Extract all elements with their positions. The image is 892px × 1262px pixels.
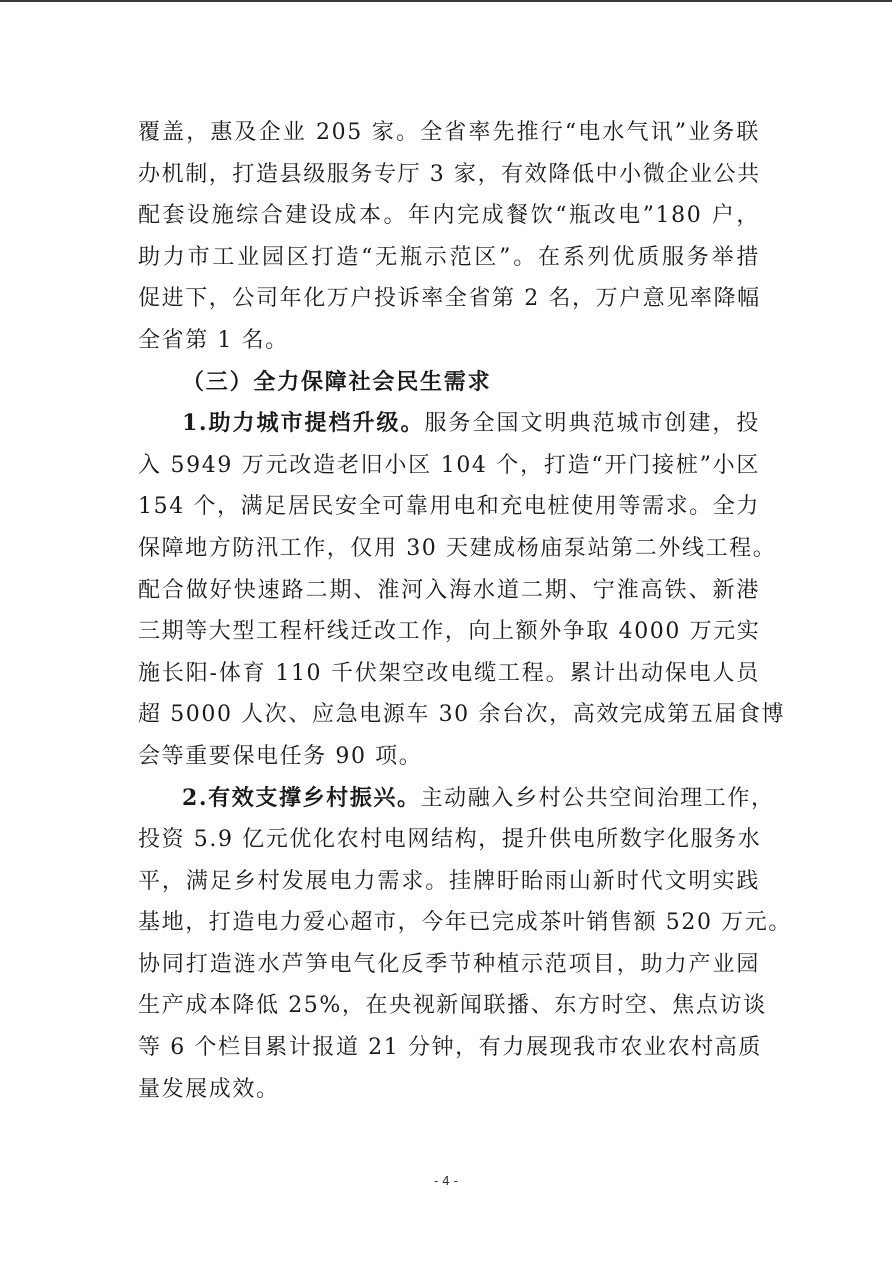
paragraph-line: 生产成本降低 25%，在央视新闻联播、东方时空、焦点访谈 (138, 993, 767, 1019)
paragraph-line: 等 6 个栏目累计报道 21 分钟，有力展现我市农业农村高质 (138, 1035, 762, 1061)
continuation-paragraph (138, 112, 760, 362)
paragraph-line: 三期等大型工程杆线迁改工作，向上额外争取 4000 万元实 (138, 619, 761, 645)
item2-paragraph (138, 778, 792, 1111)
paragraph-line: 154 个，满足居民安全可靠用电和充电桩使用等需求。全力 (138, 494, 760, 520)
paragraph-line: 投资 5.9 亿元优化农村电网结构，提升供电所数字化服务水 (138, 827, 762, 853)
item2-first-line-text: 主动融入乡村公共空间治理工作， (420, 785, 775, 811)
page-number: - 4 - (434, 1174, 458, 1188)
item1-paragraph (138, 403, 786, 777)
paragraph-line: 会等重要保电任务 90 项。 (138, 743, 423, 769)
paragraph-line: 助力市工业园区打造“无瓶示范区”。在系列优质服务举措 (138, 244, 760, 270)
item1-first-line-text: 服务全国文明典范城市创建，投 (424, 411, 760, 437)
paragraph-line: 配合做好快速路二期、淮河入海水道二期、宁淮高铁、新港 (138, 577, 760, 603)
paragraph-first-line (138, 403, 760, 445)
item2-lead: 2.有效支撑乡村振兴。 (182, 784, 421, 811)
paragraph-line: 配套设施综合建设成本。年内完成餐饮“瓶改电”180 户， (138, 203, 760, 229)
paragraph-line: 入 5949 万元改造老旧小区 104 个，打造“开门接桩”小区 (138, 452, 760, 478)
page-top-border (0, 0, 892, 2)
paragraph-line: 超 5000 人次、应急电源车 30 余台次，高效完成第五届食博 (138, 702, 786, 728)
paragraph-line: 覆盖，惠及企业 205 家。全省率先推行“电水气讯”业务联 (138, 120, 760, 145)
paragraph-line: 平，满足乡村发展电力需求。挂牌盱眙雨山新时代文明实践 (138, 868, 760, 894)
document-page (138, 112, 792, 1110)
paragraph-line: 办机制，打造县级服务专厅 3 家，有效降低中小微企业公共 (138, 161, 761, 187)
paragraph-line: 促进下，公司年化万户投诉率全省第 2 名，万户意见率降幅 (138, 286, 761, 312)
paragraph-line: 协同打造涟水芦笋电气化反季节种植示范项目，助力产业园 (138, 951, 760, 977)
section-heading: （三）全力保障社会民生需求 (182, 369, 492, 395)
paragraph-line: 量发展成效。 (138, 1076, 280, 1102)
paragraph-line: 全省第 1 名。 (138, 327, 289, 353)
item1-lead: 1.助力城市提档升级。 (182, 410, 425, 437)
paragraph-line: 基地，打造电力爱心超市，今年已完成茶叶销售额 520 万元。 (138, 910, 792, 936)
paragraph-line: 保障地方防汛工作，仅用 30 天建成杨庙泵站第二外线工程。 (138, 535, 777, 561)
paragraph-line: 施长阳-体育 110 千伏架空改电缆工程。累计出动保电人员 (138, 660, 760, 686)
paragraph-first-line (138, 778, 775, 820)
